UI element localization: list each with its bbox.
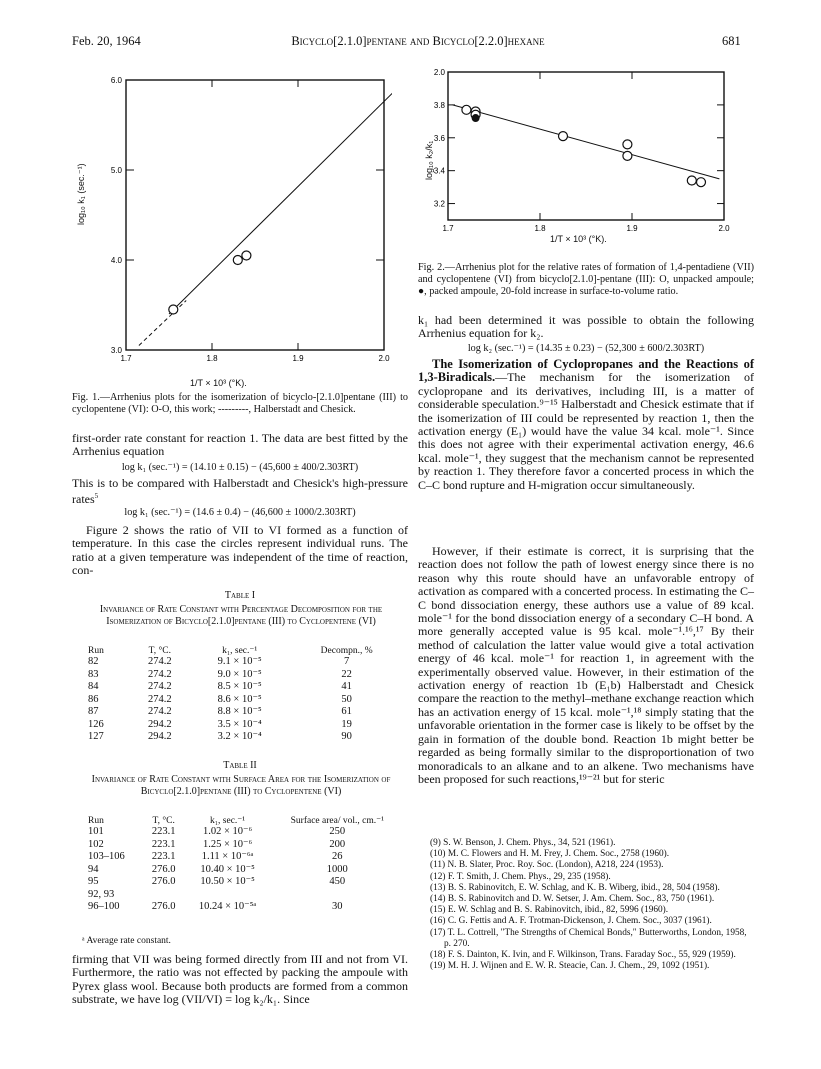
table-1-cell: 9.1 × 10⁻⁵ [217, 656, 262, 667]
y-tick-label: 5.0 [110, 166, 122, 175]
left-paragraph-4: firming that VII was being formed directly from III and not from VI. Furthermore, the ratio was not effected by packing the ampoule with Pyrex glass wool. Because both products are formed from a common substrate, we have log (VII/VI) = log k₂/k₁. Since [72, 952, 408, 1007]
reference-item: (13) B. S. Rabinovitch, E. W. Schlag, and K. B. Wiberg, ibid., 28, 504 (1958). [430, 882, 720, 893]
table-row [84, 681, 404, 694]
x-tick-label: 2.0 [378, 354, 390, 363]
unpacked-point [559, 132, 568, 141]
y-tick-label: 3.4 [433, 166, 445, 176]
table-1-cell: 9.0 × 10⁻⁵ [217, 668, 262, 680]
table-row [84, 889, 404, 902]
table-2-cell: 276.0 [151, 876, 176, 887]
table-2-cell: 223.1 [151, 851, 176, 862]
references [430, 838, 754, 972]
fit-line [453, 105, 720, 179]
table-2-footnote: ᵃ Average rate constant. [82, 936, 171, 946]
table-row [84, 706, 404, 719]
figure-2-caption: Fig. 2.—Arrhenius plot for the relative rates of formation of 1,4-pentadiene (VII) and cyclopentene (VI) from bicyclo[2.1.0]-pentane (III): O, unpacked ampoule; ●, packed ampoule, 20-fold increase in surface-to-volume ratio. [418, 262, 754, 298]
packed-point [472, 115, 479, 122]
data-point [242, 251, 251, 260]
y-tick-label: 3.8 [433, 100, 445, 110]
fig1-ylabel: log₁₀ k₁ (sec.⁻¹) [76, 163, 86, 225]
table-1-cell: 50 [341, 693, 352, 705]
table-2-cell: 450 [329, 876, 346, 887]
right-paragraph-1: k₁ had been determined it was possible to obtain the following Arrhenius equation for k₂. [418, 313, 754, 341]
left-paragraph-1: first-order rate constant for reaction 1. The data are best fitted by the Arrhenius equation [72, 431, 408, 459]
unpacked-point [697, 178, 706, 187]
table-row [84, 731, 404, 744]
table-row [84, 694, 404, 707]
table-1-cell: 3.2 × 10⁻⁴ [217, 731, 262, 742]
table-1-cell: 8.6 × 10⁻⁵ [217, 693, 262, 705]
unpacked-point [687, 176, 696, 185]
table-2-cell: 10.50 × 10⁻⁵ [200, 876, 255, 887]
table-1-cell: 22 [341, 668, 352, 680]
table-row [84, 901, 404, 914]
table-2-cell [185, 889, 271, 902]
y-tick-label: 3.6 [433, 133, 445, 143]
reference-item: (9) S. W. Benson, J. Chem. Phys., 34, 521 (1961). [430, 838, 616, 848]
table-2-header: Run [88, 815, 104, 826]
fig2-ylabel: log₁₀ k₂/k₁ [424, 140, 434, 180]
x-tick-label: 1.9 [626, 224, 638, 233]
table-1-header: Run [88, 645, 104, 656]
table-2-cell: 26 [332, 851, 343, 862]
table-1-cell: 87 [88, 706, 99, 717]
table-2-header: Surface area/ vol., cm.⁻¹ [290, 816, 384, 826]
table-row [84, 826, 404, 839]
table-1-cell: 19 [341, 718, 352, 730]
table-row [84, 851, 404, 864]
data-point [233, 256, 242, 265]
table-2-cell: 200 [329, 838, 346, 850]
equation-3: log k₂ (sec.⁻¹) = (14.35 ± 0.23) − (52,300 ± 600/2.303RT) [467, 343, 705, 354]
table-1-cell: 294.2 [147, 731, 172, 742]
reference-item: (10) M. C. Flowers and H. M. Frey, J. Chem. Soc., 2758 (1960). [430, 849, 670, 860]
table-2-cell: 276.0 [151, 863, 176, 875]
table-row [84, 669, 404, 682]
table-2-cell: 95 [88, 876, 99, 887]
figure-1-caption: Fig. 1.—Arrhenius plots for the isomerization of bicyclo-[2.1.0]pentane (III) to cyclopentene (VI): O-O, this work; ---------, Halberstadt and Chesick. [72, 392, 408, 416]
table-1 [84, 645, 404, 744]
reference-item: (16) C. G. Fettis and A. F. Trotman-Dickenson, J. Chem. Soc., 3037 (1961). [430, 916, 712, 927]
table-1-cell: 274.2 [147, 668, 172, 680]
fig2-xlabel: 1/T × 10³ (°K). [550, 234, 607, 244]
table-2-header: k₁, sec.⁻¹ [209, 816, 246, 826]
reference-item: (15) E. W. Schlag and B. S. Rabinovitch, ibid., 82, 5996 (1960). [430, 905, 669, 916]
table-1-cell: 274.2 [147, 656, 172, 667]
table-1-label: Table I [224, 590, 256, 601]
table-1-cell: 41 [341, 681, 352, 692]
table-1-cell: 84 [88, 681, 99, 692]
y-tick-label: 6.0 [110, 76, 122, 85]
left-paragraph-3: Figure 2 shows the ratio of VII to VI formed as a function of temperature. In this case the circles represent individual runs. The ratio at a given temperature was independent of the time of reaction, con- [72, 523, 408, 578]
running-title: Bicyclo[2.1.0]pentane and Bicyclo[2.2.0]hexane [291, 34, 545, 48]
table-row [84, 876, 404, 889]
table-2-cell: 103–106 [88, 851, 125, 862]
table-2-cell [271, 889, 404, 902]
fit-line [169, 85, 392, 315]
table-2-cell: 276.0 [151, 901, 176, 912]
table-2-cell: 1.02 × 10⁻⁶ [202, 826, 253, 837]
table-1-cell: 294.2 [147, 718, 172, 730]
x-tick-label: 2.0 [718, 224, 730, 233]
table-2-cell [143, 889, 185, 902]
y-tick-label: 2.0 [433, 68, 445, 77]
table-row [84, 656, 404, 669]
table-1-cell: 86 [88, 693, 99, 705]
table-1-header: k₁, sec.⁻¹ [222, 646, 258, 656]
y-tick-label: 4.0 [110, 256, 122, 265]
reference-item: (17) T. L. Cottrell, "The Strengths of Chemical Bonds," Butterworths, London, 1958, p. 270. [430, 927, 747, 949]
table-2-cell: 223.1 [151, 826, 176, 837]
table-2-header: T, °C. [152, 815, 175, 826]
reference-item: (12) F. T. Smith, J. Chem. Phys., 29, 235 (1958). [430, 871, 611, 882]
equation-2: log k₁ (sec.⁻¹) = (14.6 ± 0.4) − (46,600 ± 1000/2.303RT) [124, 507, 356, 518]
reference-item: (14) B. S. Rabinovitch and D. W. Setser, J. Am. Chem. Soc., 83, 750 (1961). [430, 894, 715, 905]
table-row [84, 719, 404, 732]
right-paragraph-2: The Isomerization of Cyclopropanes and the Reactions of 1,3-Biradicals.—The mechanism for the isomerization of cyclopropane and its derivatives, including III, is a matter of considerable speculation.⁹⁻¹⁵ Halberstadt and Chesick estimate that if the isomerization of III could be represented by reaction 1, then the activation energy (E₁) would have the value 34 kcal. mole⁻¹. Since this does not agree with their experimental activation energy, 46.6 kcal. mole⁻¹, they suggest that the mechanism cannot be represented by reaction 1. They therefore favor a concerted process in which the C–C bond rupture and H-migration occur simultaneously. [418, 357, 754, 492]
table-row [84, 839, 404, 852]
table-1-header: T, °C. [148, 645, 171, 656]
equation-1: log k₁ (sec.⁻¹) = (14.10 ± 0.15) − (45,600 ± 400/2.303RT) [121, 462, 359, 473]
page-number: 681 [722, 34, 741, 48]
table-1-cell: 126 [88, 718, 104, 730]
y-tick-label: 3.2 [433, 199, 445, 209]
table-2-cell: 102 [88, 838, 104, 850]
table-2-cell: 101 [88, 826, 104, 837]
data-point [169, 305, 178, 314]
table-2-cell: 1000 [326, 863, 348, 875]
reference-item: (18) F. S. Dainton, K. Ivin, and F. Wilkinson, Trans. Faraday Soc., 55, 929 (1959). [430, 950, 736, 961]
left-paragraph-2: This is to be compared with Halberstadt and Chesick's high-pressure rates$^5$ [72, 476, 408, 507]
table-1-cell: 274.2 [147, 706, 172, 717]
table-1-cell: 7 [344, 656, 350, 667]
table-2-cell: 10.40 × 10⁻⁵ [200, 863, 255, 875]
plot-frame [126, 80, 384, 350]
fig1-xlabel: 1/T × 10³ (°K). [190, 378, 247, 388]
table-1-cell: 90 [341, 731, 352, 742]
table-1-cell: 3.5 × 10⁻⁴ [217, 718, 262, 730]
reference-item: (11) N. B. Slater, Proc. Roy. Soc. (London), A218, 224 (1953). [430, 860, 664, 871]
x-tick-label: 1.8 [206, 354, 218, 363]
table-2-cell: 92, 93 [88, 888, 115, 900]
table-row [84, 864, 404, 877]
table-1-cell: 274.2 [147, 681, 172, 692]
right-paragraph-3: However, if their estimate is correct, it is surprising that the reaction does not follow the path of lowest energy since there is no reason why this route should have an unfavorable entropy of activation as compared with a concerted process. In estimating the C–C bond dissociation energy, these authors use a value of 89 kcal. mole⁻¹ for the bond dissociation energy of a secondary C–H bond. A more generally accepted value is 95 kcal. mole⁻¹.¹⁶,¹⁷ By their method of calculation the latter value would give a total activation energy of 46 kcal. mole⁻¹ for reaction 1, in agreement with the experimentally observed value. However, in their estimation of the activation energy of reaction 1b (E₁b) Halberstadt and Chesick compare the reaction to the methyl–methane exchange reaction which has an activation energy of 15 kcal. mole⁻¹,¹⁸ simply stating that the unfavorable orientation in the former case is likely to be offset by the gain in formation of the double bond. Reaction 1b might better be regarded as being formally similar to the disproportionation of two monoradicals to an alkane and to an alkene. Two mechanisms have been proposed for such reactions,¹⁹⁻²¹ but for steric [418, 544, 754, 786]
table-1-cell: 61 [341, 706, 352, 717]
table-1-header: Decompn., % [320, 645, 373, 656]
unpacked-point [462, 105, 471, 114]
y-tick-label: 3.0 [110, 346, 122, 355]
x-tick-label: 1.7 [442, 224, 454, 233]
table-1-cell: 83 [88, 668, 99, 680]
table-2-cell: 30 [332, 901, 343, 912]
table-2-cell: 10.24 × 10⁻⁵ᵃ [198, 901, 257, 912]
table-2-cell: 94 [88, 863, 99, 875]
x-tick-label: 1.7 [120, 354, 132, 363]
table-2-cell: 96–100 [88, 901, 120, 912]
table-1-title: Invariance of Rate Constant with Percentage Decomposition for the Isomerization of Bicyclo[2.1.0]pentane (III) to Cyclopentene (VI) [99, 604, 383, 627]
table-2-cell: 250 [329, 826, 346, 837]
table-2-cell: 1.25 × 10⁻⁶ [202, 838, 253, 850]
unpacked-point [623, 140, 632, 149]
reference-item: (19) M. H. J. Wijnen and E. W. R. Steacie, Can. J. Chem., 29, 1092 (1951). [430, 961, 710, 972]
x-tick-label: 1.8 [534, 224, 546, 233]
table-2-title: Invariance of Rate Constant with Surface Area for the Isomerization of Bicyclo[2.1.0]pentane (III) to Cyclopentene (VI) [91, 774, 391, 797]
figure-2-plot [418, 64, 738, 244]
running-date: Feb. 20, 1964 [72, 34, 141, 48]
table-2 [84, 815, 404, 914]
figure-1-plot [92, 72, 392, 372]
literature-dashed-line [139, 301, 186, 346]
table-2-cell: 1.11 × 10⁻⁶ᵃ [201, 851, 254, 862]
table-1-cell: 274.2 [147, 693, 172, 705]
table-2-cell: 223.1 [151, 838, 176, 850]
plot-frame [448, 72, 724, 220]
section-heading: The Isomerization of Cyclopropanes and the Reactions of 1,3-Biradicals. [418, 357, 754, 385]
table-1-cell: 8.8 × 10⁻⁵ [217, 706, 262, 717]
table-2-label: Table II [223, 760, 257, 771]
table-1-cell: 8.5 × 10⁻⁵ [217, 681, 262, 692]
x-tick-label: 1.9 [292, 354, 304, 363]
table-1-cell: 127 [88, 731, 104, 742]
unpacked-point [623, 151, 632, 160]
table-1-cell: 82 [88, 656, 99, 667]
